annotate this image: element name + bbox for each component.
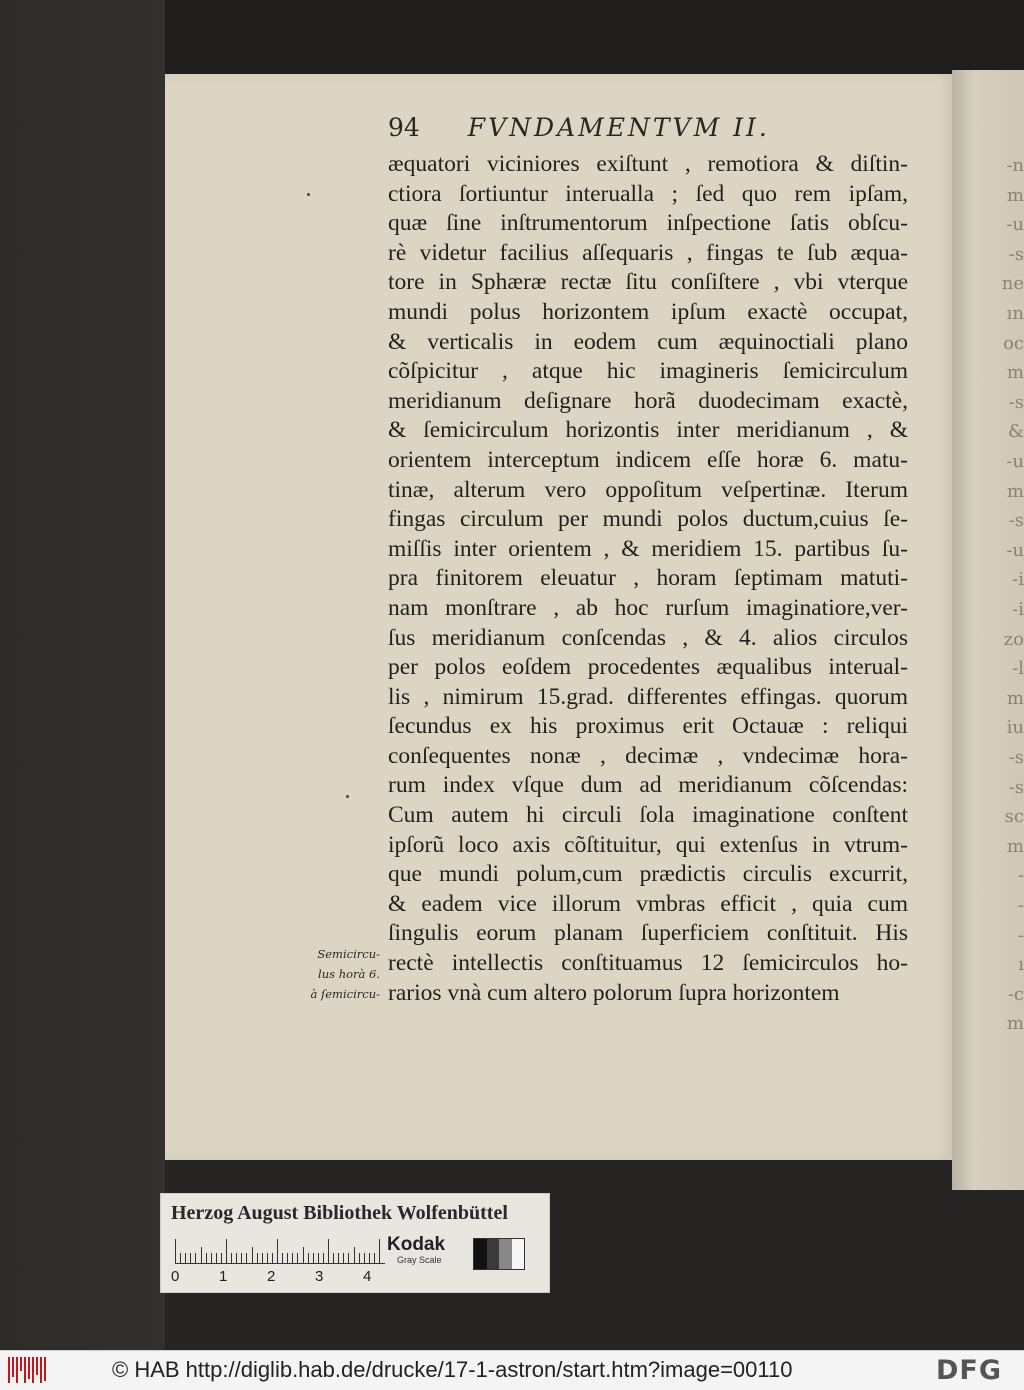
ruler-tick bbox=[185, 1253, 186, 1263]
text-line: rum index vſque dum ad meridianum cõſcendas: bbox=[388, 772, 908, 799]
text-line: & eadem vice illorum vmbras efficit , quia cum bbox=[388, 890, 908, 917]
hab-barcode-icon bbox=[8, 1357, 46, 1383]
ruler-tick bbox=[328, 1239, 329, 1263]
ruler-tick bbox=[277, 1239, 278, 1263]
ruler-tick bbox=[343, 1253, 344, 1263]
ruler-tick bbox=[190, 1253, 191, 1263]
facing-page-fragment: sc bbox=[1004, 806, 1024, 828]
facing-page-fragment: -s bbox=[1008, 391, 1024, 413]
facing-page-fragment: m bbox=[1006, 835, 1024, 857]
barcode-bar bbox=[16, 1357, 18, 1383]
running-head bbox=[388, 113, 908, 149]
ruler-tick bbox=[292, 1253, 293, 1263]
ruler-tick bbox=[221, 1253, 222, 1263]
facing-page-fragment: -s bbox=[1008, 510, 1024, 532]
text-line: ſingulis eorum planam ſuperficiem conſtituit. His bbox=[388, 920, 908, 947]
barcode-bar bbox=[12, 1357, 14, 1377]
page-number: 94 bbox=[388, 113, 420, 142]
text-line: que mundi polum,cum prædictis circulis excurrit, bbox=[388, 861, 908, 888]
text-line: Cum autem hi circuli ſola imaginatione conſtent bbox=[388, 802, 908, 829]
barcode-bar bbox=[36, 1357, 38, 1375]
facing-page-fragment: ın bbox=[1006, 303, 1024, 324]
facing-page-fragment: -i bbox=[1012, 569, 1024, 591]
facing-page-fragment: m bbox=[1006, 480, 1024, 502]
kodak-brand: Kodak bbox=[387, 1234, 446, 1255]
ruler-tick bbox=[180, 1253, 181, 1263]
ruler-number: 4 bbox=[363, 1268, 372, 1285]
ruler-tick bbox=[241, 1253, 242, 1263]
facing-page-fragment: -u bbox=[1006, 451, 1024, 472]
text-line: ſus meridianum conſcendas , & 4. alios circulos bbox=[388, 624, 908, 651]
scale-card bbox=[160, 1193, 550, 1293]
ruler-numbers bbox=[171, 1268, 401, 1286]
text-line: cõſpicitur , atque hic imagineris ſemicirculum bbox=[388, 358, 908, 385]
ruler-number: 1 bbox=[219, 1268, 228, 1285]
text-line: fingas circulum per mundi polos ductum,cuius ſe- bbox=[388, 506, 908, 533]
ruler-tick bbox=[308, 1253, 309, 1263]
ruler-tick bbox=[379, 1239, 380, 1263]
ruler-tick bbox=[267, 1253, 268, 1263]
marginal-note-line: lus horà 6. bbox=[318, 967, 380, 981]
facing-page-fragment: - bbox=[1017, 865, 1024, 887]
facing-page-fragment: iu bbox=[1006, 717, 1024, 739]
facing-page-fragment: -c bbox=[1007, 983, 1024, 1005]
barcode-bar bbox=[40, 1357, 42, 1383]
barcode-bar bbox=[20, 1357, 22, 1371]
ruler-tick bbox=[348, 1253, 349, 1263]
ruler-tick bbox=[323, 1253, 324, 1263]
ruler-tick bbox=[211, 1253, 212, 1263]
text-line: miſſis inter orientem , & meridiem 15. partibus ſu- bbox=[388, 535, 908, 562]
barcode-bar bbox=[8, 1357, 10, 1383]
running-title: FVNDAMENTVM II. bbox=[467, 113, 770, 142]
facing-page-fragment: oc bbox=[1003, 332, 1024, 354]
text-line: nam monſtrare , ab hoc rurſum imaginatiore,ver- bbox=[388, 594, 908, 621]
footer-bar bbox=[0, 1350, 1024, 1390]
text-line: quæ ſine inſtrumentorum inſpectione ſatis obſcu- bbox=[388, 210, 908, 237]
text-line: per polos eoſdem procedentes æqualibus interual- bbox=[388, 654, 908, 681]
facing-page-fragment: & bbox=[1007, 421, 1024, 443]
ruler-tick bbox=[303, 1247, 304, 1263]
facing-page-fragment: zo bbox=[1003, 628, 1024, 650]
ruler-tick bbox=[374, 1253, 375, 1263]
facing-page-edge bbox=[952, 70, 1024, 1190]
marginal-note-line: Semicircu- bbox=[317, 947, 380, 961]
facing-page-fragment: m bbox=[1006, 687, 1024, 709]
text-line: conſequentes nonæ , decimæ , vndecimæ hora- bbox=[388, 742, 908, 769]
facing-page-fragment: -s bbox=[1008, 776, 1024, 798]
ruler-tick bbox=[226, 1239, 227, 1263]
text-line: orientem interceptum indicem eſſe horæ 6. matu- bbox=[388, 446, 908, 473]
credit-link[interactable]: © HAB http://diglib.hab.de/drucke/17-1-astron/start.htm?image=00110 bbox=[112, 1357, 793, 1382]
ruler-tick bbox=[231, 1253, 232, 1263]
text-line: ipſorũ loco axis cõſtituitur, qui extenſus in vtrum- bbox=[388, 831, 908, 858]
text-line: rarios vnà cum altero polorum ſupra horizontem bbox=[388, 979, 840, 1006]
barcode-bar bbox=[44, 1357, 46, 1381]
text-line: mundi polus horizontem ipſum exactè occupat, bbox=[388, 298, 908, 325]
text-line: rectè intellectis conſtituamus 12 ſemicirculos ho- bbox=[388, 950, 908, 977]
ruler-tick bbox=[252, 1247, 253, 1263]
facing-page-fragment: ı bbox=[1018, 954, 1024, 976]
gray-swatches bbox=[473, 1238, 525, 1270]
ruler-tick bbox=[318, 1253, 319, 1263]
ruler-tick bbox=[175, 1239, 176, 1263]
marginal-note-line: à ſemicircu- bbox=[310, 987, 380, 1001]
ruler-tick bbox=[272, 1253, 273, 1263]
ink-speck bbox=[307, 193, 310, 196]
barcode-bar bbox=[24, 1357, 26, 1383]
facing-page-fragment: m bbox=[1006, 184, 1024, 206]
facing-page-fragment: ne bbox=[1001, 273, 1024, 295]
ruler-tick bbox=[287, 1253, 288, 1263]
facing-page-fragment: -n bbox=[1006, 155, 1024, 176]
ruler-number: 0 bbox=[171, 1268, 180, 1285]
text-line: meridianum deſignare horã duodecimam exactè, bbox=[388, 387, 908, 414]
barcode-bar bbox=[32, 1357, 34, 1383]
text-line: ctiora ſortiuntur interualla ; ſed quo rem ipſam, bbox=[388, 180, 908, 207]
facing-page-fragment: -l bbox=[1012, 658, 1024, 680]
ruler-tick bbox=[359, 1253, 360, 1263]
ruler-tick bbox=[297, 1253, 298, 1263]
ruler-tick bbox=[201, 1247, 202, 1263]
ruler-tick bbox=[246, 1253, 247, 1263]
ruler-tick bbox=[216, 1253, 217, 1263]
ruler-tick bbox=[195, 1253, 196, 1263]
marginal-note bbox=[290, 944, 380, 1004]
facing-page-fragment: -u bbox=[1006, 539, 1024, 561]
gray-scale-label: Gray Scale bbox=[397, 1255, 442, 1265]
ruler-number: 2 bbox=[267, 1268, 276, 1285]
text-line: rè videtur facilius aſſequaris , fingas te ſub æqua- bbox=[388, 239, 908, 266]
ruler-tick bbox=[313, 1253, 314, 1263]
text-line: tore in Sphæræ rectæ ſitu conſiſtere , vbi vterque bbox=[388, 269, 908, 296]
text-line: æquatori viciniores exiſtunt , remotiora & diſtin- bbox=[388, 151, 908, 177]
barcode-bar bbox=[28, 1357, 30, 1379]
text-line: & verticalis in eodem cum æquinoctiali plano bbox=[388, 328, 908, 355]
ink-speck bbox=[346, 795, 349, 798]
text-line: pra finitorem eleuatur , horam ſeptimam matuti- bbox=[388, 565, 908, 592]
facing-page-fragment: - bbox=[1017, 895, 1024, 916]
ruler-tick bbox=[364, 1253, 365, 1263]
ruler-tick bbox=[282, 1253, 283, 1263]
ruler-tick bbox=[257, 1253, 258, 1263]
dfg-logo: DFG bbox=[936, 1355, 1003, 1386]
facing-page-fragment: -u bbox=[1006, 214, 1024, 236]
text-line: ſecundus ex his proximus erit Octauæ : reliqui bbox=[388, 713, 908, 740]
facing-page-fragment: -s bbox=[1008, 243, 1024, 265]
text-line: & ſemicirculum horizontis inter meridianum , & bbox=[388, 417, 908, 444]
body-text bbox=[388, 150, 908, 1008]
facing-page-fragment: m bbox=[1006, 1013, 1024, 1035]
ruler-tick bbox=[333, 1253, 334, 1263]
facing-page-fragment: - bbox=[1017, 924, 1024, 946]
ruler-tick bbox=[369, 1253, 370, 1263]
scanner-backdrop-left bbox=[0, 0, 165, 1350]
ruler-tick bbox=[338, 1253, 339, 1263]
text-line: tinæ, alterum vero oppoſitum veſpertinæ. Iterum bbox=[388, 476, 908, 503]
ruler bbox=[175, 1237, 385, 1264]
text-line: lis , nimirum 15.grad. differentes effingas. quorum bbox=[388, 683, 908, 710]
institution-name: Herzog August Bibliothek Wolfenbüttel bbox=[171, 1202, 508, 1224]
ruler-tick bbox=[236, 1253, 237, 1263]
ruler-tick bbox=[354, 1247, 355, 1263]
ruler-number: 3 bbox=[315, 1268, 324, 1285]
ruler-tick bbox=[206, 1253, 207, 1263]
ruler-tick bbox=[262, 1253, 263, 1263]
facing-page-fragment: -i bbox=[1012, 599, 1024, 620]
facing-page-fragment: m bbox=[1006, 362, 1024, 384]
facing-page-fragment: -s bbox=[1008, 747, 1024, 768]
